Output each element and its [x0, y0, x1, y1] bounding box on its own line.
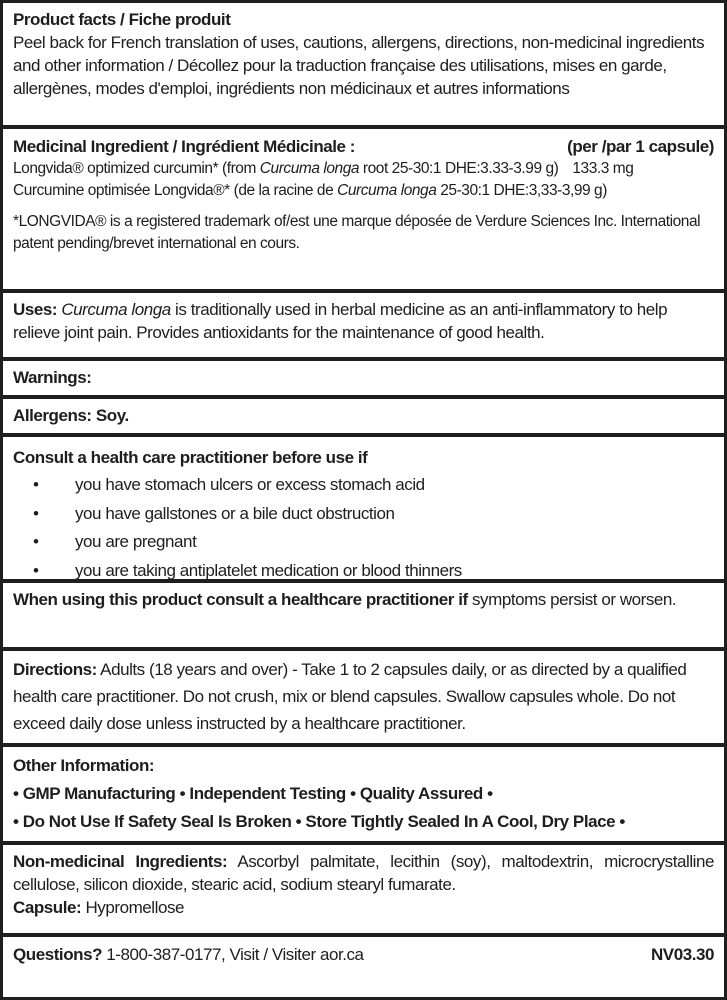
allergens-label: Allergens: Soy.	[13, 406, 129, 425]
other-info-label: Other Information:	[13, 756, 155, 775]
translation-notice: Peel back for French translation of uses, cautions, allergens, directions, non-medicinal ingredients and other information / Décollez pour la traduction française des utilisations, mises en garde, allergènes, modes d'emploi, ingrédients non médicinaux et autres informations	[13, 33, 705, 98]
species-name-fr: Curcuma longa	[337, 182, 437, 199]
non-medicinal-label: Non-medicinal Ingredients:	[13, 852, 228, 871]
capsule-line	[13, 896, 714, 919]
warnings-section	[3, 361, 724, 399]
when-using-bold: When using this product consult a healthcare practitioner if	[13, 590, 468, 609]
uses-text: is traditionally used in herbal medicine as an anti-inflammatory to help relieve joint pain. Provides antioxidants for the maintenance of good health.	[13, 300, 668, 342]
medicinal-amount: 133.3 mg	[572, 160, 634, 177]
product-code: NV03.30	[650, 945, 714, 964]
non-medicinal-text: Ascorbyl palmitate, lecithin (soy), maltodextrin, microcrystalline cellulose, silicon dioxide, stearic acid, sodium stearyl fumarate.	[13, 852, 714, 894]
medicinal-line2-text: Curcumine optimisée Longvida®* (de la racine de	[13, 182, 338, 199]
directions-section	[3, 651, 724, 747]
uses-label: Uses:	[13, 300, 58, 319]
consult-list	[13, 471, 714, 585]
other-info-line2: • Do Not Use If Safety Seal Is Broken • Store Tightly Sealed In A Cool, Dry Place •	[13, 812, 625, 831]
when-using-section	[3, 583, 724, 651]
list-item: • you have stomach ulcers or excess stomach acid	[33, 475, 425, 494]
medicinal-header	[13, 136, 714, 158]
medicinal-line-english	[13, 158, 714, 180]
uses-species: Curcuma longa	[61, 300, 171, 319]
consult-section	[3, 437, 724, 583]
list-item: • you are taking antiplatelet medication or blood thinners	[33, 560, 462, 580]
capsule-label: Capsule:	[13, 898, 82, 917]
directions-label: Directions:	[13, 660, 97, 679]
uses-section	[3, 293, 724, 361]
trademark-footnote: *LONGVIDA® is a registered trademark of/est une marque déposée de Verdure Sciences Inc. International patent pending/brevet international en cours.	[13, 213, 701, 252]
when-using-text: symptoms persist or worsen.	[467, 590, 677, 609]
medicinal-line2-ratio: 25-30:1 DHE:3,33-3,99 g)	[436, 182, 607, 199]
medicinal-line1-text: Longvida® optimized curcumin* (from	[13, 160, 260, 177]
product-facts-section	[3, 3, 724, 129]
list-item: • you are pregnant	[33, 532, 197, 551]
per-capsule-label: (per /par 1 capsule)	[567, 137, 714, 156]
warnings-label: Warnings:	[13, 368, 92, 387]
non-medicinal-section	[3, 845, 724, 937]
medicinal-ingredient-section	[3, 129, 724, 293]
contact-text: 1-800-387-0177, Visit / Visiter aor.ca	[102, 945, 364, 964]
capsule-text: Hypromellose	[81, 898, 185, 917]
medicinal-line-french	[13, 180, 714, 202]
footer-section	[3, 937, 724, 971]
allergens-section	[3, 399, 724, 437]
medicinal-line1-ratio: root 25-30:1 DHE:3.33-3.99 g)	[359, 160, 559, 177]
questions-line	[13, 943, 364, 966]
consult-header: Consult a health care practitioner before use if	[13, 448, 368, 467]
other-info-line1: • GMP Manufacturing • Independent Testing • Quality Assured •	[13, 784, 493, 803]
species-name: Curcuma longa	[259, 160, 360, 177]
footer-row	[13, 943, 714, 966]
directions-text: Adults (18 years and over) - Take 1 to 2 capsules daily, or as directed by a qualified health care practitioner. Do not crush, mix or blend capsules. Swallow capsules whole. Do not exceed daily dose unless instructed by a healthcare practitioner.	[13, 660, 687, 733]
list-item: • you have gallstones or a bile duct obstruction	[33, 503, 395, 523]
product-facts-title: Product facts / Fiche produit	[13, 10, 231, 29]
other-information-section	[3, 747, 724, 845]
medicinal-header-label: Medicinal Ingredient / Ingrédient Médicinale :	[13, 137, 356, 156]
questions-label: Questions?	[13, 945, 103, 964]
